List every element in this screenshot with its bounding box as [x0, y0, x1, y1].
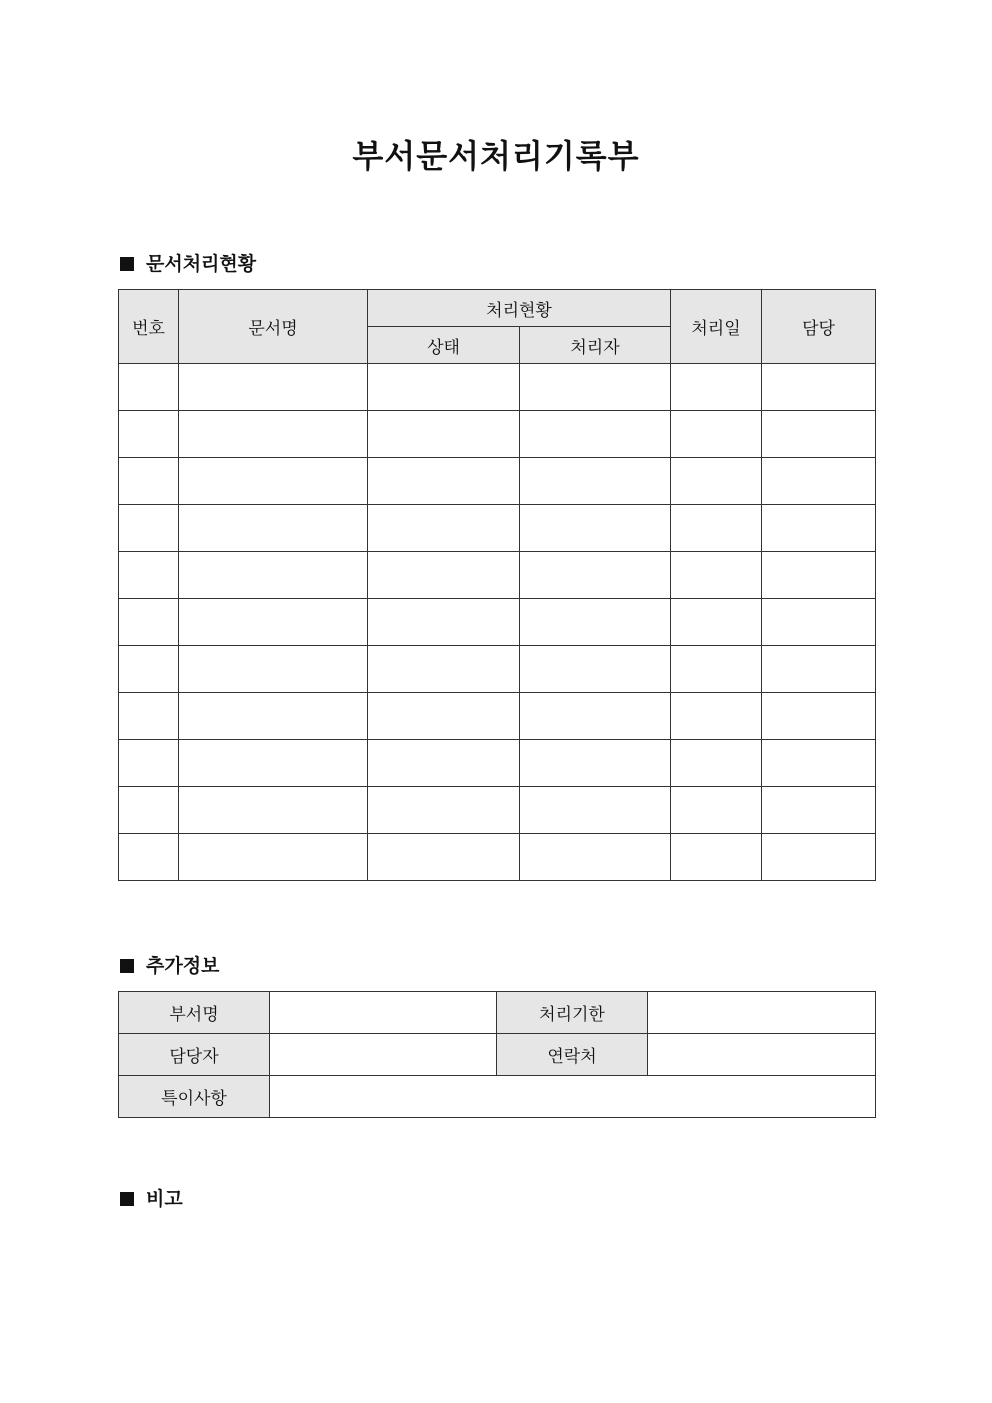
doc-name-cell[interactable] — [179, 646, 368, 693]
in-charge-cell[interactable] — [762, 787, 876, 834]
state-cell[interactable] — [368, 411, 520, 458]
in-charge-cell[interactable] — [762, 411, 876, 458]
doc-name-cell[interactable] — [179, 364, 368, 411]
number-cell[interactable] — [119, 787, 179, 834]
processor-cell[interactable] — [520, 505, 671, 552]
processed-date-cell[interactable] — [671, 646, 762, 693]
processor-cell[interactable] — [520, 458, 671, 505]
state-cell[interactable] — [368, 834, 520, 881]
number-cell[interactable] — [119, 740, 179, 787]
notes-section-heading — [118, 1186, 183, 1212]
table-row — [119, 411, 876, 458]
doc-name-cell[interactable] — [179, 411, 368, 458]
additional-section-title: 추가정보 — [146, 955, 220, 977]
processor-cell[interactable] — [520, 834, 671, 881]
number-cell[interactable] — [119, 505, 179, 552]
additional-info-table — [118, 991, 876, 1118]
number-cell[interactable] — [119, 646, 179, 693]
processed-date-cell[interactable] — [671, 505, 762, 552]
person-value-cell[interactable] — [270, 1034, 497, 1076]
in-charge-cell[interactable] — [762, 646, 876, 693]
processor-cell[interactable] — [520, 599, 671, 646]
state-cell[interactable] — [368, 740, 520, 787]
processed-date-cell[interactable] — [671, 740, 762, 787]
table-row — [119, 552, 876, 599]
table-row — [119, 740, 876, 787]
state-cell[interactable] — [368, 364, 520, 411]
status-section-title: 문서처리현황 — [146, 253, 257, 275]
in-charge-cell[interactable] — [762, 505, 876, 552]
status-section-heading — [118, 251, 256, 277]
table-row — [119, 646, 876, 693]
table-row — [119, 599, 876, 646]
processed-date-cell[interactable] — [671, 834, 762, 881]
processed-date-cell[interactable] — [671, 787, 762, 834]
document-title: 부서문서처리기록부 — [352, 137, 640, 175]
processor-cell[interactable] — [520, 646, 671, 693]
document-status-table — [118, 289, 876, 881]
state-cell[interactable] — [368, 458, 520, 505]
doc-name-cell[interactable] — [179, 599, 368, 646]
remarks-label: 특이사항 — [119, 1076, 270, 1118]
header-processed-date: 처리일 — [671, 290, 762, 364]
processed-date-cell[interactable] — [671, 458, 762, 505]
department-value-cell[interactable] — [270, 992, 497, 1034]
header-doc-name: 문서명 — [179, 290, 368, 364]
department-label: 부서명 — [119, 992, 270, 1034]
processed-date-cell[interactable] — [671, 693, 762, 740]
number-cell[interactable] — [119, 364, 179, 411]
square-bullet-icon — [120, 257, 134, 271]
in-charge-cell[interactable] — [762, 740, 876, 787]
square-bullet-icon — [120, 959, 134, 973]
in-charge-cell[interactable] — [762, 693, 876, 740]
header-processing-status: 처리현황 — [368, 290, 671, 327]
person-label: 담당자 — [119, 1034, 270, 1076]
state-cell[interactable] — [368, 599, 520, 646]
header-processor: 처리자 — [520, 327, 671, 364]
number-cell[interactable] — [119, 693, 179, 740]
number-cell[interactable] — [119, 552, 179, 599]
doc-name-cell[interactable] — [179, 552, 368, 599]
doc-name-cell[interactable] — [179, 834, 368, 881]
status-table-body — [119, 364, 876, 881]
doc-name-cell[interactable] — [179, 458, 368, 505]
in-charge-cell[interactable] — [762, 599, 876, 646]
state-cell[interactable] — [368, 693, 520, 740]
state-cell[interactable] — [368, 787, 520, 834]
contact-value-cell[interactable] — [648, 1034, 876, 1076]
table-row — [119, 458, 876, 505]
processed-date-cell[interactable] — [671, 599, 762, 646]
in-charge-cell[interactable] — [762, 552, 876, 599]
number-cell[interactable] — [119, 458, 179, 505]
table-row — [119, 364, 876, 411]
header-number: 번호 — [119, 290, 179, 364]
in-charge-cell[interactable] — [762, 834, 876, 881]
deadline-value-cell[interactable] — [648, 992, 876, 1034]
doc-name-cell[interactable] — [179, 787, 368, 834]
table-row — [119, 787, 876, 834]
state-cell[interactable] — [368, 646, 520, 693]
number-cell[interactable] — [119, 599, 179, 646]
notes-section-title: 비고 — [146, 1188, 183, 1210]
number-cell[interactable] — [119, 834, 179, 881]
state-cell[interactable] — [368, 505, 520, 552]
table-row — [119, 693, 876, 740]
processor-cell[interactable] — [520, 787, 671, 834]
processor-cell[interactable] — [520, 693, 671, 740]
processor-cell[interactable] — [520, 740, 671, 787]
in-charge-cell[interactable] — [762, 458, 876, 505]
table-row — [119, 834, 876, 881]
processor-cell[interactable] — [520, 552, 671, 599]
processed-date-cell[interactable] — [671, 552, 762, 599]
processor-cell[interactable] — [520, 364, 671, 411]
processed-date-cell[interactable] — [671, 364, 762, 411]
square-bullet-icon — [120, 1192, 134, 1206]
header-in-charge: 담당 — [762, 290, 876, 364]
table-row — [119, 505, 876, 552]
number-cell[interactable] — [119, 411, 179, 458]
processed-date-cell[interactable] — [671, 411, 762, 458]
remarks-value-cell[interactable] — [270, 1076, 876, 1118]
in-charge-cell[interactable] — [762, 364, 876, 411]
additional-section-heading — [118, 953, 219, 979]
doc-name-cell[interactable] — [179, 505, 368, 552]
state-cell[interactable] — [368, 552, 520, 599]
doc-name-cell[interactable] — [179, 693, 368, 740]
processor-cell[interactable] — [520, 411, 671, 458]
contact-label: 연락처 — [497, 1034, 648, 1076]
doc-name-cell[interactable] — [179, 740, 368, 787]
header-state: 상태 — [368, 327, 520, 364]
deadline-label: 처리기한 — [497, 992, 648, 1034]
